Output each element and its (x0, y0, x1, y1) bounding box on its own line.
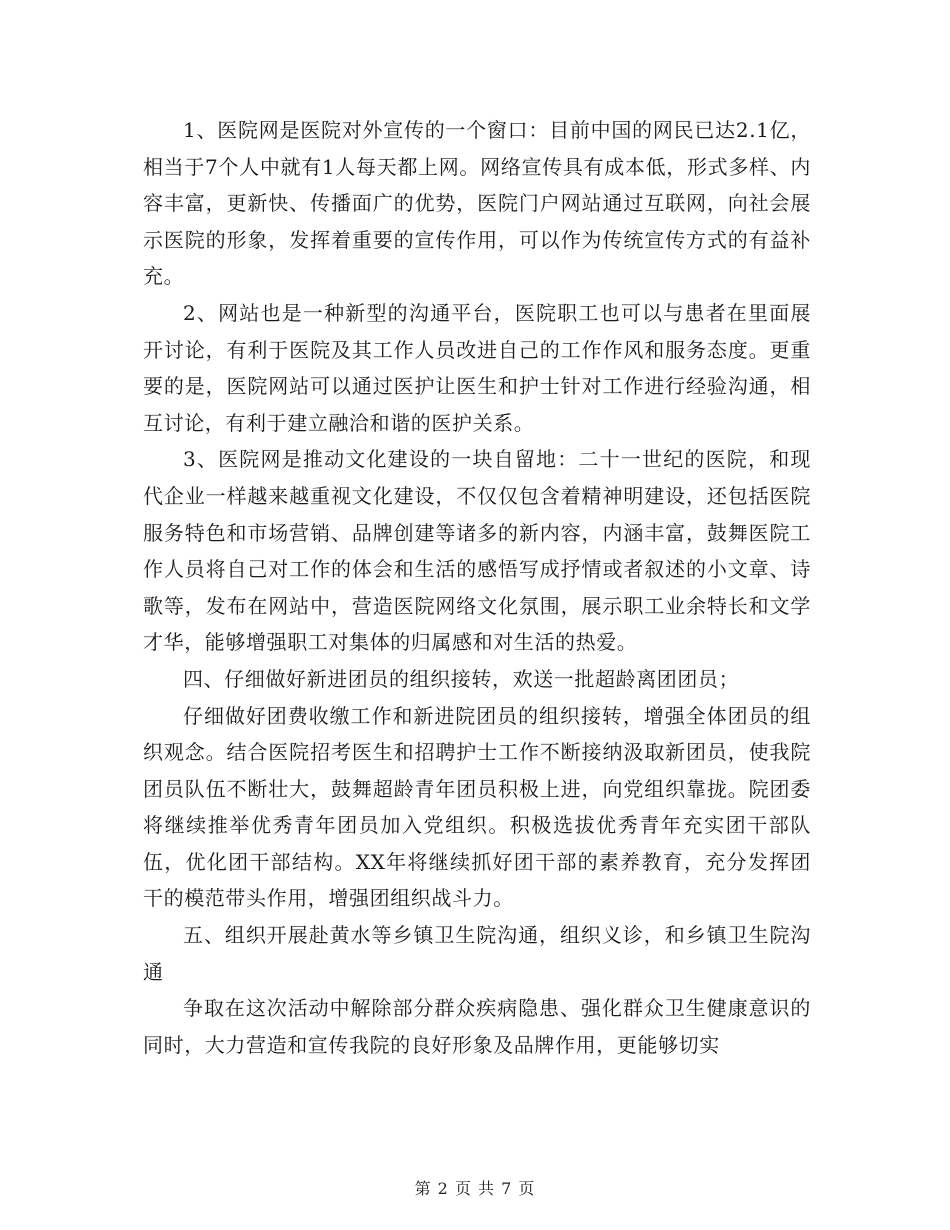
section-heading-5: 五、组织开展赴黄水等乡镇卫生院沟通，组织义诊，和乡镇卫生院沟通 (143, 923, 811, 984)
paragraph-3: 3、医院网是推动文化建设的一块自留地：二十一世纪的医院，和现代企业一样越来越重视文化建设，不仅仅包含着精神明建设，还包括医院服务特色和市场营销、品牌创建等诸多的新内容，内涵丰富，鼓舞医院工作人员将自己对工作的体会和生活的感悟写成抒情或者叙述的小文章、诗歌等，发布在网站中，营造医院网络文化氛围，展示职工业余特长和文学才华，能够增强职工对集体的归属感和对生活的热爱。 (143, 447, 811, 655)
page-footer: 第 2 页 共 7 页 (414, 1179, 536, 1198)
document-body (143, 112, 811, 1063)
paragraph-7: 争取在这次活动中解除部分群众疾病隐患、强化群众卫生健康意识的同时，大力营造和宣传我院的良好形象及品牌作用，更能够切实 (143, 996, 811, 1057)
paragraph-1: 1、医院网是医院对外宣传的一个窗口：目前中国的网民已达2.1亿，相当于7个人中就有1人每天都上网。网络宣传具有成本低，形式多样、内容丰富，更新快、传播面广的优势，医院门户网站通过互联网，向社会展示医院的形象，发挥着重要的宣传作用，可以作为传统宣传方式的有益补充。 (143, 118, 811, 289)
paragraph-2: 2、网站也是一种新型的沟通平台，医院职工也可以与患者在里面展开讨论，有利于医院及其工作人员改进自己的工作作风和服务态度。更重要的是，医院网站可以通过医护让医生和护士针对工作进行经验沟通，相互讨论，有利于建立融洽和谐的医护关系。 (143, 300, 811, 435)
section-heading-4: 四、仔细做好新进团员的组织接转，欢送一批超龄离团团员； (183, 666, 740, 691)
paragraph-5: 仔细做好团费收缴工作和新进院团员的组织接转，增强全体团员的组织观念。结合医院招考医生和招聘护士工作不断接纳汲取新团员，使我院团员队伍不断壮大，鼓舞超龄青年团员积极上进，向党组织靠拢。院团委将继续推举优秀青年团员加入党组织。积极选拔优秀青年充实团干部队伍，优化团干部结构。XX年将继续抓好团干部的素养教育，充分发挥团干的模范带头作用，增强团组织战斗力。 (143, 703, 811, 911)
